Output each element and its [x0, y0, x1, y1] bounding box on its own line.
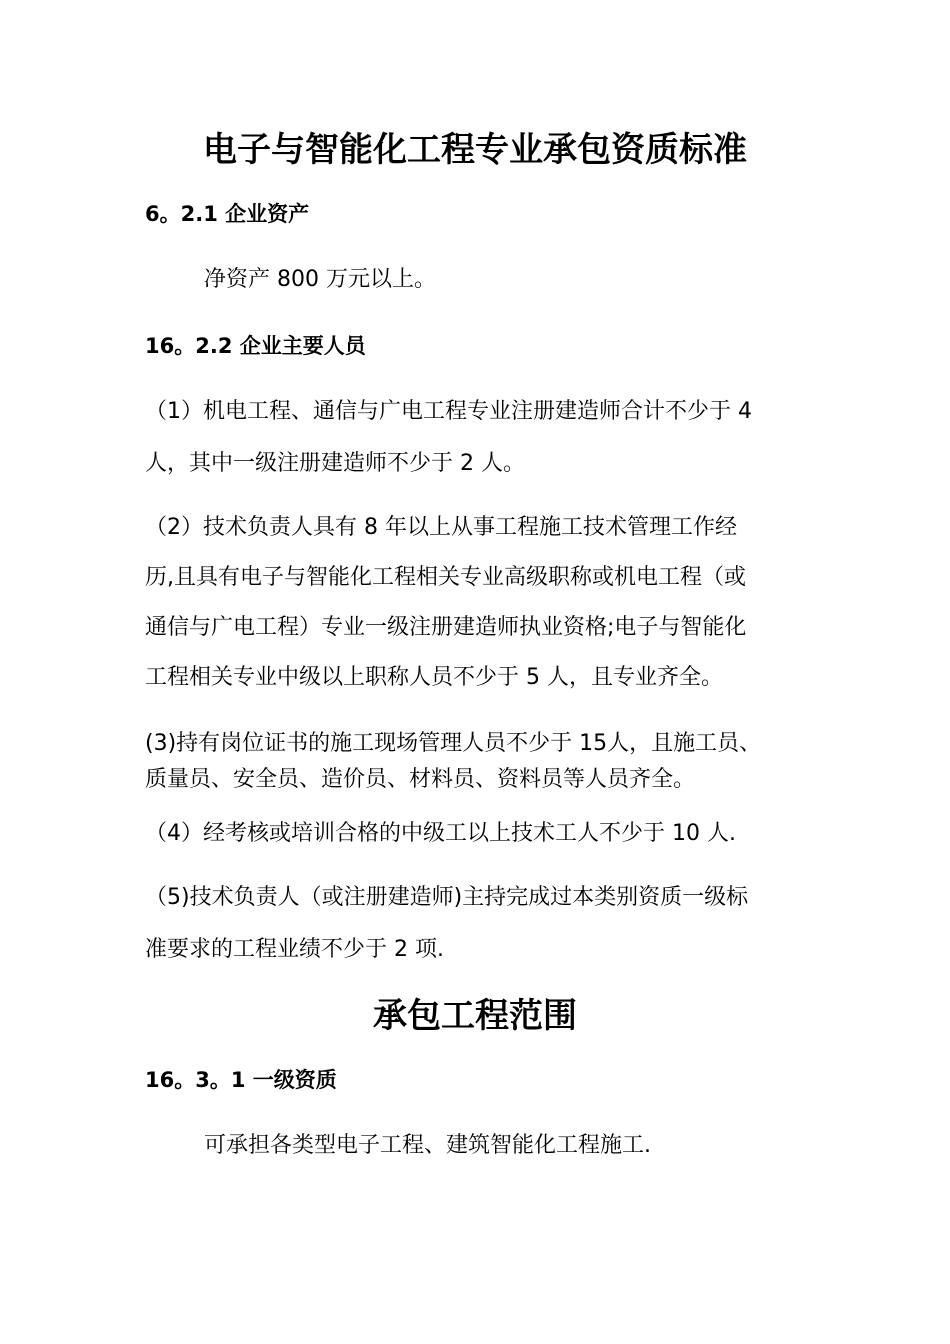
- text-line: 质量员、安全员、造价员、材料员、资料员等人员齐全。: [145, 767, 696, 792]
- text-line: 人，其中一级注册建造师不少于 2 人。: [145, 451, 525, 476]
- text-line: 通信与广电工程）专业一级注册建造师执业资格;电子与智能化: [145, 615, 747, 640]
- text-line: （1）机电工程、通信与广电工程专业注册建造师合计不少于 4: [145, 399, 752, 424]
- grade-one-text: 可承担各类型电子工程、建筑智能化工程施工.: [204, 1133, 651, 1158]
- text-line: （2）技术负责人具有 8 年以上从事工程施工技术管理工作经: [145, 515, 737, 540]
- text-line: （4）经考核或培训合格的中级工以上技术工人不少于 10 人.: [145, 821, 736, 846]
- text-line: 工程相关专业中级以上职称人员不少于 5 人，且专业齐全。: [145, 665, 723, 690]
- assets-text: 净资产 800 万元以上。: [204, 267, 436, 292]
- section-heading-grade-one: 16。3。1 一级资质: [145, 1068, 337, 1092]
- text-line: 历,且具有电子与智能化工程相关专业高级职称或机电工程（或: [145, 565, 746, 590]
- text-line: （5)技术负责人（或注册建造师)主持完成过本类别资质一级标: [145, 885, 749, 910]
- contracting-scope-title: 承包工程范围: [373, 996, 577, 1036]
- section-heading-assets: 6。2.1 企业资产: [145, 202, 310, 226]
- text-line: 准要求的工程业绩不少于 2 项.: [145, 937, 444, 962]
- document-title: 电子与智能化工程专业承包资质标准: [203, 130, 747, 170]
- text-line: (3)持有岗位证书的施工现场管理人员不少于 15人，且施工员、: [145, 731, 762, 756]
- section-heading-personnel: 16。2.2 企业主要人员: [145, 334, 366, 358]
